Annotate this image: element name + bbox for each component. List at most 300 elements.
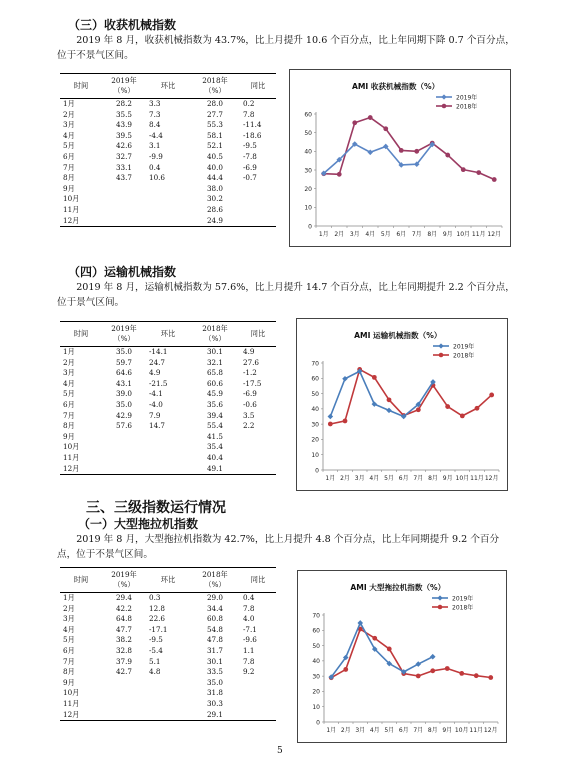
chart-tractor (297, 570, 507, 743)
cell-mom: 3.3 (149, 99, 161, 108)
x-tick-label: 4月 (369, 475, 380, 482)
cell-2018: 49.1 (190, 464, 240, 475)
data-point-2018 (460, 413, 465, 418)
cell-2019 (102, 464, 146, 475)
y-tick-label: 20 (304, 185, 312, 193)
y-tick-label: 50 (304, 129, 312, 137)
data-point-2018 (352, 120, 357, 125)
data-point-2018 (430, 668, 435, 673)
cell-yoy: 2.2 (243, 421, 255, 431)
cell-mom: 22.6 (149, 614, 166, 624)
chart-harvester (289, 69, 511, 247)
cell-2018: 27.7 (206, 109, 223, 119)
header-yoy: 同比 (240, 568, 276, 593)
cell-2019: 35.5 (115, 109, 132, 119)
cell-2019 (102, 432, 146, 443)
cell-2018: 24.9 (190, 216, 240, 227)
cell-yoy (240, 442, 276, 453)
cell-2018: 28.0 (206, 99, 223, 108)
cell-2018: 40.0 (206, 162, 223, 172)
cell-2019: 42.2 (115, 603, 132, 613)
chapter-heading: 三、三级指数运行情况 (86, 500, 226, 516)
cell-2019: 42.6 (115, 141, 132, 151)
cell-2019: 37.9 (115, 656, 132, 666)
cell-month: 4月 (63, 130, 75, 140)
table-row (60, 205, 276, 216)
x-tick-label: 12月 (487, 231, 502, 238)
cell-2018: 30.2 (206, 194, 223, 204)
cell-yoy: -17.5 (243, 378, 262, 388)
cell-mom: -9.5 (149, 635, 163, 645)
y-tick-label: 60 (312, 627, 320, 635)
cell-mom (146, 216, 190, 227)
table-row (60, 131, 276, 142)
cell-mom: 7.9 (149, 410, 161, 420)
table-row (60, 710, 276, 721)
legend-label: 2019年 (453, 343, 475, 351)
cell-2018: 30.1 (206, 656, 223, 666)
cell-mom: 14.7 (149, 421, 166, 431)
x-tick-label: 10月 (456, 231, 471, 238)
y-tick-label: 0 (308, 223, 312, 231)
table-row (60, 635, 276, 646)
data-point-2019 (386, 408, 392, 414)
cell-2019 (102, 216, 146, 227)
cell-month: 1月 (63, 347, 75, 356)
table-row (60, 120, 276, 131)
table-row (60, 194, 276, 205)
data-point-2019 (328, 414, 334, 420)
chart-tractor-svg (298, 571, 506, 742)
cell-month: 11月 (63, 204, 80, 214)
cell-yoy: -6.9 (243, 389, 257, 399)
data-point-2018 (368, 115, 373, 120)
table-row (60, 699, 276, 710)
x-tick-label: 11月 (470, 475, 484, 482)
data-point-2018 (488, 675, 493, 680)
cell-yoy (240, 184, 276, 195)
header-2018 (190, 74, 240, 99)
header-time: 时间 (60, 568, 102, 593)
cell-month: 10月 (63, 688, 80, 698)
cell-month: 8月 (63, 421, 75, 431)
cell-2018: 55.4 (206, 421, 223, 431)
y-tick-label: 70 (311, 360, 319, 368)
data-point-2018 (387, 647, 392, 652)
legend-label: 2019年 (452, 595, 474, 603)
cell-mom: 8.4 (149, 120, 161, 130)
cell-yoy (240, 688, 276, 699)
data-point-2018 (489, 393, 494, 398)
data-point-2018 (475, 406, 480, 411)
section-heading-transport: （四）运输机械指数 (68, 265, 177, 279)
cell-mom: -4.0 (149, 399, 163, 409)
cell-month: 6月 (63, 399, 75, 409)
cell-yoy (240, 710, 276, 721)
table-row (60, 646, 276, 657)
cell-yoy: 4.9 (243, 347, 255, 356)
cell-yoy (240, 205, 276, 216)
y-tick-label: 50 (311, 390, 319, 398)
cell-month: 7月 (63, 656, 75, 666)
cell-2019: 39.5 (115, 130, 132, 140)
cell-2018: 55.3 (206, 120, 223, 130)
cell-2018: 45.9 (206, 389, 223, 399)
cell-yoy: -6.9 (243, 162, 257, 172)
cell-2019 (102, 184, 146, 195)
table-row (60, 593, 276, 604)
data-point-2018 (461, 167, 466, 172)
y-tick-label: 0 (316, 719, 320, 727)
legend-label: 2018年 (452, 604, 474, 612)
x-tick-label: 8月 (427, 231, 438, 238)
y-tick-label: 30 (304, 167, 312, 175)
cell-2019: 39.0 (115, 389, 132, 399)
paragraph-harvester: 2019 年 8 月，收获机械指数为 43.7%，比上月提升 10.6 个百分点，比上年同期下降 0.7 个百分点，位于不景气区间。 (57, 35, 515, 61)
cell-month: 6月 (63, 151, 75, 161)
table-row (60, 421, 276, 432)
legend-marker (438, 605, 443, 610)
cell-month: 4月 (63, 378, 75, 388)
cell-month: 7月 (63, 162, 75, 172)
cell-2018: 41.5 (206, 431, 223, 441)
cell-2018: 31.8 (206, 688, 223, 698)
cell-2018: 31.7 (206, 645, 223, 655)
table-row (60, 667, 276, 678)
x-tick-label: 2月 (340, 727, 351, 734)
cell-mom: 24.7 (149, 357, 166, 367)
cell-2018: 32.1 (206, 357, 223, 367)
cell-mom: 0.3 (149, 593, 161, 602)
cell-yoy: 0.4 (243, 593, 255, 602)
table-harvester (60, 73, 276, 227)
x-tick-label: 4月 (369, 727, 380, 734)
y-tick-label: 70 (312, 612, 320, 620)
cell-2019: 32.7 (115, 151, 132, 161)
cell-2019: 33.1 (115, 162, 132, 172)
cell-month: 3月 (63, 614, 75, 624)
cell-2019: 35.0 (115, 347, 132, 356)
cell-mom (146, 432, 190, 443)
header-2019 (102, 322, 146, 347)
table-header-row (60, 568, 276, 593)
x-tick-label: 1月 (318, 231, 329, 238)
cell-mom: 5.1 (149, 656, 161, 666)
cell-2018: 28.6 (206, 204, 223, 214)
x-tick-label: 12月 (483, 727, 498, 734)
cell-yoy (240, 453, 276, 464)
header-time: 时间 (60, 322, 102, 347)
data-point-2018 (328, 422, 333, 427)
cell-mom: 4.9 (149, 368, 161, 378)
x-tick-label: 11月 (469, 727, 484, 734)
cell-2018: 40.5 (206, 151, 223, 161)
table-row (60, 379, 276, 390)
cell-month: 9月 (63, 431, 75, 441)
cell-2018: 52.1 (206, 141, 223, 151)
cell-2019: 35.0 (115, 399, 132, 409)
data-point-2019 (372, 401, 378, 407)
x-tick-label: 6月 (396, 231, 407, 238)
header-mom: 环比 (146, 568, 190, 593)
header-mom: 环比 (146, 74, 190, 99)
table-row (60, 389, 276, 400)
cell-mom (146, 710, 190, 721)
cell-yoy: 1.1 (243, 645, 255, 655)
cell-yoy: -9.5 (243, 141, 257, 151)
x-tick-label: 6月 (398, 475, 409, 482)
data-point-2018 (387, 397, 392, 402)
cell-2019 (102, 194, 146, 205)
data-point-2018 (414, 149, 419, 154)
data-point-2018 (337, 172, 342, 177)
data-point-2018 (372, 636, 377, 641)
cell-2019: 28.2 (115, 99, 132, 108)
x-tick-label: 2月 (340, 475, 350, 482)
x-tick-label: 11月 (471, 231, 486, 238)
cell-2019: 59.7 (115, 357, 132, 367)
x-tick-label: 10月 (455, 475, 470, 482)
cell-2018: 54.8 (206, 624, 223, 634)
cell-month: 8月 (63, 173, 75, 183)
table-row (60, 216, 276, 227)
cell-mom: -4.1 (149, 389, 163, 399)
legend-marker (442, 104, 447, 109)
cell-2018: 60.8 (206, 614, 223, 624)
legend-label: 2018年 (453, 352, 475, 360)
cell-yoy (240, 699, 276, 710)
x-tick-label: 3月 (349, 231, 360, 238)
cell-mom: -14.1 (149, 347, 168, 356)
cell-yoy: -7.1 (243, 624, 257, 634)
legend-label: 2018年 (456, 103, 478, 111)
cell-month: 1月 (63, 593, 75, 602)
x-tick-label: 10月 (454, 727, 469, 734)
legend-marker (441, 94, 446, 99)
x-tick-label: 6月 (398, 727, 409, 734)
table-body (60, 99, 276, 227)
cell-2019: 29.4 (115, 593, 132, 602)
paragraph-tractor: 2019 年 8 月，大型拖拉机指数为 42.7%，比上月提升 4.8 个百分点，比上年同期提升 9.2 个百分点，位于不景气区间。 (57, 534, 500, 560)
table-body (60, 347, 276, 475)
cell-month: 5月 (63, 141, 75, 151)
x-tick-label: 2月 (334, 231, 345, 238)
cell-mom (146, 699, 190, 710)
x-tick-label: 8月 (428, 475, 438, 482)
cell-yoy: 0.2 (243, 99, 255, 108)
cell-2019 (102, 699, 146, 710)
section-heading-tractor: （一）大型拖拉机指数 (78, 517, 199, 531)
cell-mom: -9.9 (149, 151, 163, 161)
cell-2018: 29.0 (206, 593, 223, 602)
x-tick-label: 5月 (380, 231, 391, 238)
cell-mom (146, 688, 190, 699)
x-tick-label: 5月 (384, 727, 395, 734)
table-row (60, 173, 276, 184)
data-point-2018 (474, 673, 479, 678)
y-tick-label: 60 (311, 375, 319, 383)
cell-2018: 40.4 (206, 452, 223, 462)
cell-month: 6月 (63, 645, 75, 655)
cell-month: 10月 (63, 194, 80, 204)
cell-month: 4月 (63, 624, 75, 634)
cell-month: 10月 (63, 442, 80, 452)
cell-mom (146, 184, 190, 195)
cell-mom (146, 678, 190, 689)
cell-2019: 42.7 (115, 667, 132, 677)
cell-month: 12月 (60, 216, 102, 227)
table-header-row (60, 322, 276, 347)
chart-title: AMI 收获机械指数（%） (351, 82, 440, 91)
header-2018-text: 2018年 （%） (202, 570, 228, 589)
table-row (60, 614, 276, 625)
table-row (60, 442, 276, 453)
data-point-2018 (416, 674, 421, 679)
cell-month: 3月 (63, 368, 75, 378)
x-tick-label: 1月 (326, 727, 337, 734)
x-tick-label: 5月 (384, 475, 394, 482)
legend-label: 2019年 (456, 94, 478, 102)
cell-mom (146, 464, 190, 475)
cell-yoy: 27.6 (243, 357, 260, 367)
cell-mom: 7.3 (149, 109, 161, 119)
cell-yoy: -1.2 (243, 368, 257, 378)
y-tick-label: 10 (311, 452, 319, 460)
cell-2019: 43.7 (115, 173, 132, 183)
y-tick-label: 60 (304, 111, 312, 119)
cell-mom: 12.8 (149, 603, 166, 613)
cell-yoy: -7.8 (243, 151, 257, 161)
cell-2019: 42.9 (115, 410, 132, 420)
data-point-2019 (342, 376, 348, 382)
cell-2019: 43.9 (115, 120, 132, 130)
cell-2018: 29.1 (190, 710, 240, 721)
data-point-2018 (445, 666, 450, 671)
y-tick-label: 50 (312, 642, 320, 650)
cell-month: 2月 (63, 603, 75, 613)
data-point-2018 (343, 419, 348, 424)
x-tick-label: 12月 (484, 475, 499, 482)
cell-2018: 38.0 (206, 183, 223, 193)
cell-yoy: -9.6 (243, 635, 257, 645)
table-row (60, 400, 276, 411)
y-tick-label: 0 (315, 467, 319, 475)
cell-2018: 44.4 (206, 173, 223, 183)
table-row (60, 99, 276, 110)
cell-mom: 10.6 (149, 173, 166, 183)
cell-2019: 64.8 (115, 614, 132, 624)
cell-yoy (240, 216, 276, 227)
table-row (60, 464, 276, 475)
y-tick-label: 40 (311, 406, 319, 414)
data-point-2018 (343, 667, 348, 672)
table-row (60, 411, 276, 422)
cell-2018: 35.6 (206, 399, 223, 409)
table-row (60, 184, 276, 195)
header-2019-text: 2019年 （%） (111, 76, 137, 95)
cell-mom: -4.4 (149, 130, 163, 140)
cell-2018: 35.0 (206, 677, 223, 687)
table-header-row (60, 74, 276, 99)
cell-2019: 64.6 (115, 368, 132, 378)
table-row (60, 625, 276, 636)
cell-2019: 43.1 (115, 378, 132, 388)
cell-yoy (240, 432, 276, 443)
cell-mom: -5.4 (149, 645, 163, 655)
paragraph-transport: 2019 年 8 月，运输机械指数为 57.6%，比上月提升 14.7 个百分点，比上年同期提升 2.2 个百分点，位于景气区间。 (57, 282, 515, 308)
x-tick-label: 8月 (427, 727, 438, 734)
cell-2018: 58.1 (206, 130, 223, 140)
table-row (60, 604, 276, 615)
cell-2018: 30.1 (206, 347, 223, 356)
table-row (60, 432, 276, 443)
data-point-2018 (383, 126, 388, 131)
table-row (60, 453, 276, 464)
cell-yoy: 7.8 (243, 109, 255, 119)
cell-mom (146, 442, 190, 453)
header-2018-text: 2018年 （%） (202, 324, 228, 343)
header-2019-text: 2019年 （%） (111, 324, 137, 343)
cell-yoy: -0.6 (243, 399, 257, 409)
cell-mom: 0.4 (149, 162, 161, 172)
y-tick-label: 20 (311, 436, 319, 444)
cell-2019: 32.8 (115, 645, 132, 655)
y-tick-label: 10 (312, 704, 320, 712)
data-point-2018 (399, 148, 404, 153)
cell-mom: 4.8 (149, 667, 161, 677)
cell-yoy (240, 194, 276, 205)
header-2018 (190, 568, 240, 593)
cell-2018: 35.4 (206, 442, 223, 452)
cell-mom: -17.1 (149, 624, 168, 634)
table-row (60, 678, 276, 689)
chart-title: AMI 大型拖拉机指数（%） (350, 583, 446, 592)
x-tick-label: 3月 (355, 727, 366, 734)
cell-2019 (102, 205, 146, 216)
x-tick-label: 7月 (413, 475, 424, 482)
cell-month: 2月 (63, 109, 75, 119)
header-2018-text: 2018年 （%） (202, 76, 228, 95)
table-row (60, 163, 276, 174)
cell-2019 (102, 453, 146, 464)
data-point-2018 (459, 671, 464, 676)
x-tick-label: 9月 (442, 231, 453, 238)
header-2018 (190, 322, 240, 347)
cell-month: 8月 (63, 667, 75, 677)
cell-yoy: -11.4 (243, 120, 262, 130)
x-tick-label: 4月 (365, 231, 376, 238)
cell-2019: 57.6 (115, 421, 132, 431)
chart-transport-svg (297, 319, 507, 490)
x-tick-label: 9月 (442, 727, 453, 734)
table-body (60, 593, 276, 721)
cell-2018: 60.6 (206, 378, 223, 388)
cell-month: 1月 (63, 99, 75, 108)
table-row (60, 368, 276, 379)
cell-month: 3月 (63, 120, 75, 130)
cell-yoy: -18.6 (243, 130, 262, 140)
cell-yoy: 7.8 (243, 603, 255, 613)
data-point-2018 (445, 153, 450, 158)
y-tick-label: 30 (311, 421, 319, 429)
cell-2018: 39.4 (206, 410, 223, 420)
cell-2018: 34.4 (206, 603, 223, 613)
table-row (60, 141, 276, 152)
series-line-2018 (330, 369, 491, 424)
cell-mom: -21.5 (149, 378, 168, 388)
cell-month: 2月 (63, 357, 75, 367)
cell-month: 11月 (63, 698, 80, 708)
